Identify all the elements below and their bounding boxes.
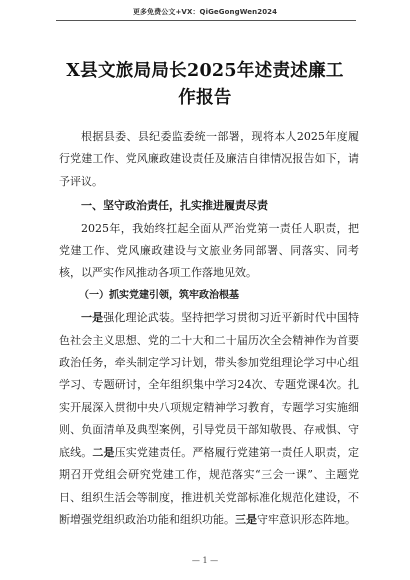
- point-lead-2: 二是: [92, 445, 115, 459]
- subsection-heading-1: （一）抓实党建引领，筑牢政治根基: [79, 289, 239, 301]
- point-text-3: 守牢意识形态阵地。: [257, 512, 356, 526]
- page-number: — 1 —: [191, 556, 219, 565]
- point-lead-3: 三是: [235, 512, 257, 526]
- header-note: 更多免费公文+VX：QiGeGongWen2024: [132, 8, 278, 16]
- section-paragraph-1: 2025年，我始终扛起全面从严治党第一责任人职责，把党建工作、党风廉政建设与文旅业务同部署、同落实、同考核，以严实作风推动各项工作落地见效。: [59, 221, 359, 280]
- document-body: [59, 126, 359, 531]
- section-heading-1: 一、坚守政治责任，扎实推进履责尽责: [81, 199, 268, 213]
- point-lead-1: 一是: [81, 311, 104, 325]
- body-paragraph: [59, 307, 359, 531]
- document-title: X县文旅局局长2025年述责述廉工作报告: [66, 61, 344, 108]
- point-text-1: 强化理论武装。坚持把学习贯彻习近平新时代中国特色社会主义思想、党的二十大和二十届历次全会精神作为首要政治任务，牵头制定学习计划，带头参加党组理论学习中心组学习、专题研讨，全年组织集中学习24次、专题党课4次。扎实开展深入贯彻中央八项规定精神学习教育，专题学习实施细则、负面清单及典型案例，引导党员干部知敬畏、存戒惧、守底线。: [59, 311, 359, 459]
- header-divider: [56, 20, 356, 21]
- intro-paragraph: 根据县委、县纪委监委统一部署，现将本人2025年度履行党建工作、党风廉政建设责任及廉洁自律情况报告如下，请予评议。: [59, 130, 359, 188]
- point-text-2: 压实党建责任。严格履行党建第一责任人职责，定期召开党组会研究党建工作，规范落实“三会一课”、主题党日、组织生活会等制度，推进机关党部标准化规范化建设，不断增强党组织政治功能和组织功能。: [59, 445, 360, 526]
